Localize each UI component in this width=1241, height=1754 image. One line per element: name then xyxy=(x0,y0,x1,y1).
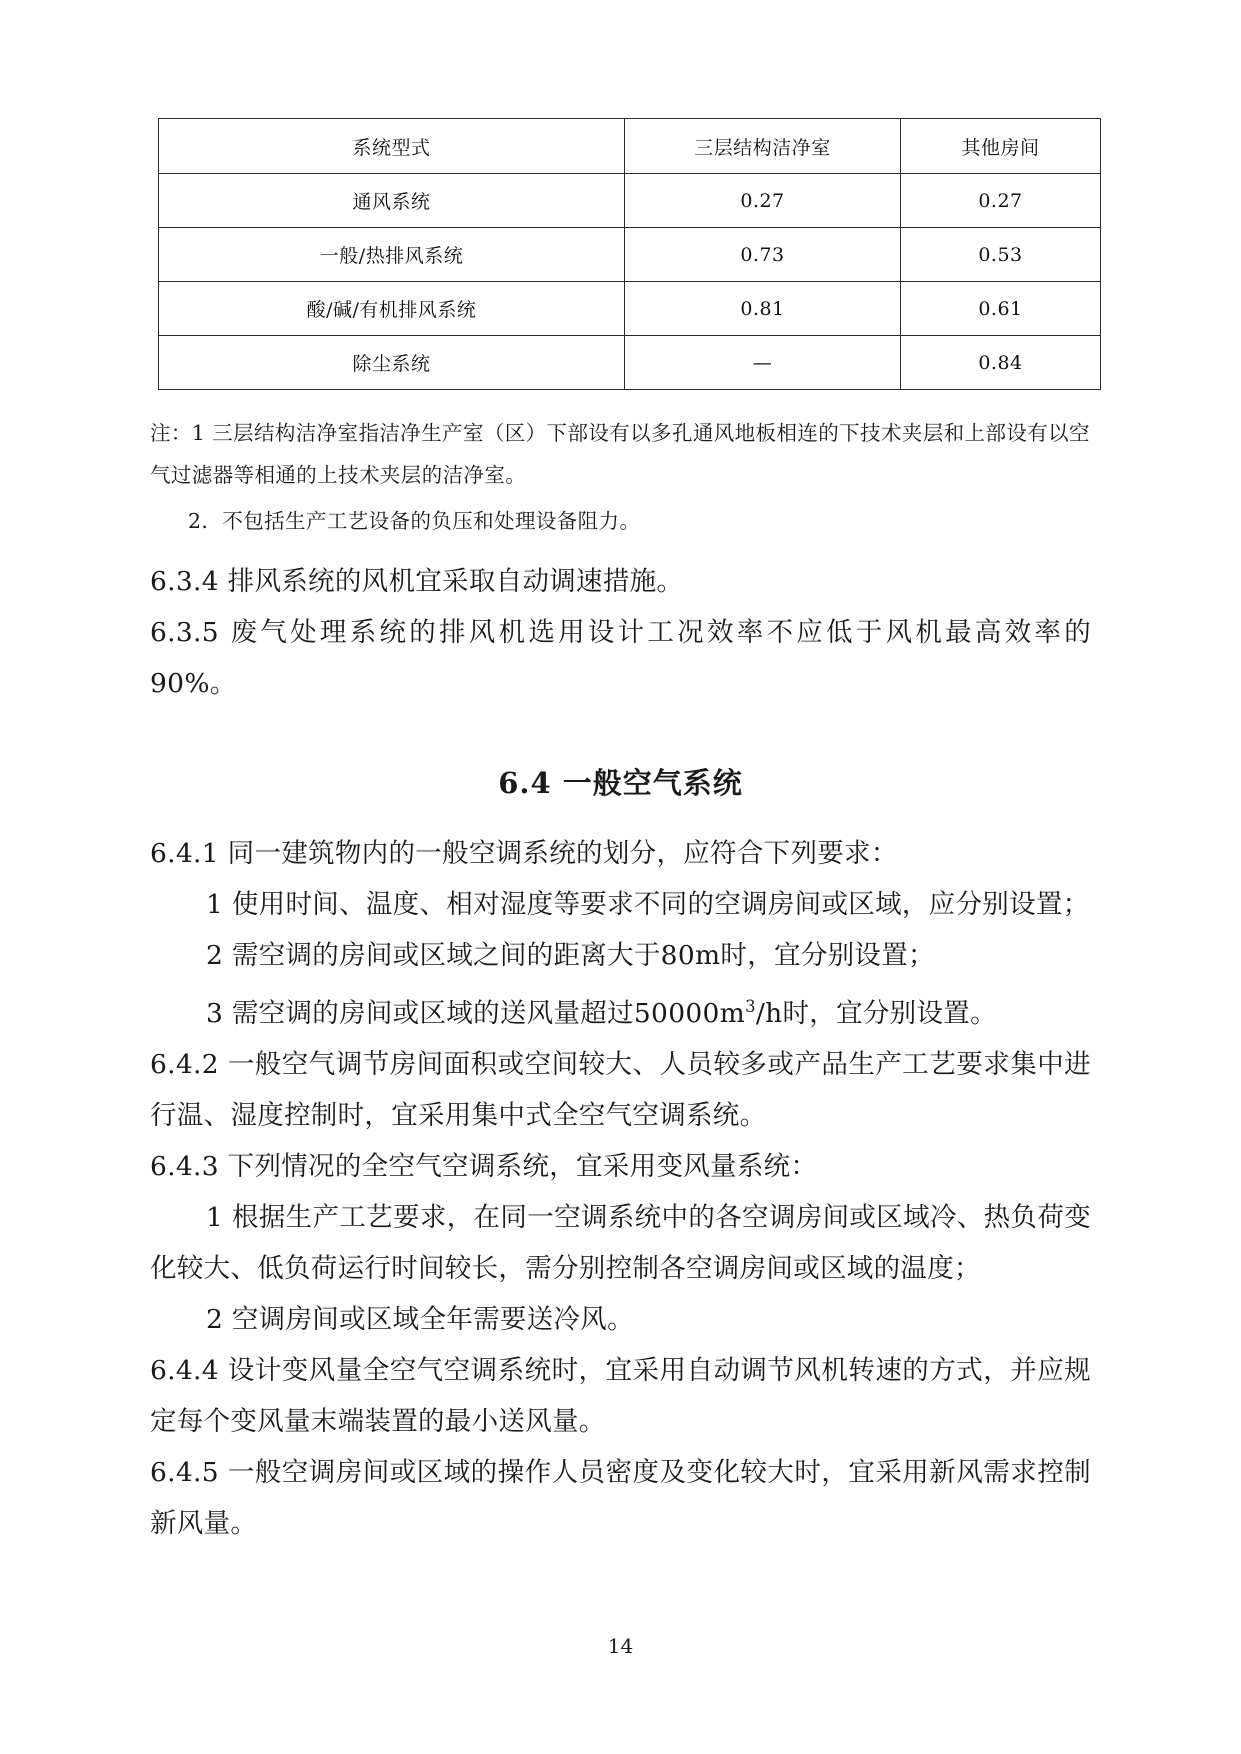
table-cell-system: 酸/碱/有机排风系统 xyxy=(159,282,625,336)
table-note-1: 注：1 三层结构洁净室指洁净生产室（区）下部设有以多孔通风地板相连的下技术夹层和上部设有以空气过滤器等相通的上技术夹层的洁净室。 xyxy=(150,421,1090,487)
clause-6-4-1-item-1: 1 使用时间、温度、相对湿度等要求不同的空调房间或区域，应分别设置； xyxy=(206,889,1090,920)
table-cell-cleanroom: — xyxy=(625,336,901,390)
table-cell-system: 一般/热排风系统 xyxy=(159,228,625,282)
section-heading-6-4: 6.4 一般空气系统 xyxy=(498,766,743,800)
clause-6-3-4: 6.3.4 排风系统的风机宜采取自动调速措施。 xyxy=(150,566,684,597)
page-number: 14 xyxy=(607,1634,634,1658)
table-cell-cleanroom: 0.73 xyxy=(625,228,901,282)
table-cell-system: 通风系统 xyxy=(159,174,625,228)
clause-6-4-1-item-3-pre: 3 需空调的房间或区域的送风量超过50000m xyxy=(206,997,746,1029)
table-header-cell-cleanroom: 三层结构洁净室 xyxy=(625,119,901,174)
clause-6-4-5: 6.4.5 一般空调房间或区域的操作人员密度及变化较大时，宜采用新风需求控制新风量。 xyxy=(150,1456,1091,1539)
table-row xyxy=(159,282,1101,336)
clause-6-4-1-item-2: 2 需空调的房间或区域之间的距离大于80m时，宜分别设置； xyxy=(206,940,935,971)
clause-6-4-3: 6.4.3 下列情况的全空气空调系统，宜采用变风量系统： xyxy=(150,1150,818,1182)
clause-6-4-3-item-1: 1 根据生产工艺要求，在同一空调系统中的各空调房间或区域冷、热负荷变化较大、低负荷运行时间较长，需分别控制各空调房间或区域的温度； xyxy=(150,1201,1091,1284)
table-cell-cleanroom: 0.81 xyxy=(625,282,901,336)
table-cell-other: 0.84 xyxy=(901,336,1101,390)
table-row xyxy=(159,228,1101,282)
table-cell-other: 0.53 xyxy=(901,228,1101,282)
clause-6-4-4: 6.4.4 设计变风量全空气空调系统时，宜采用自动调节风机转速的方式，并应规定每个变风量末端装置的最小送风量。 xyxy=(150,1354,1091,1437)
clause-6-4-2: 6.4.2 一般空气调节房间面积或空间较大、人员较多或产品生产工艺要求集中进行温、湿度控制时，宜采用集中式全空气空调系统。 xyxy=(150,1048,1091,1131)
clause-6-4-3-item-2: 2 空调房间或区域全年需要送冷风。 xyxy=(206,1303,634,1335)
ventilation-pressure-table xyxy=(158,118,1101,390)
cubic-meter-exponent: 3 xyxy=(745,997,756,1016)
table-cell-other: 0.61 xyxy=(901,282,1101,336)
table-header-cell-system: 系统型式 xyxy=(159,119,625,174)
table-row xyxy=(159,174,1101,228)
table-header-row xyxy=(159,119,1101,174)
table-cell-cleanroom: 0.27 xyxy=(625,174,901,228)
clause-6-4-1-item-3-post: /h时，宜分别设置。 xyxy=(755,997,997,1029)
clause-6-4-1-item-3 xyxy=(150,981,1091,1039)
table-header-cell-other: 其他房间 xyxy=(901,119,1101,174)
clause-6-3-5: 6.3.5 废气处理系统的排风机选用设计工况效率不应低于风机最高效率的90%。 xyxy=(150,617,1091,699)
table-cell-system: 除尘系统 xyxy=(159,336,625,390)
table-cell-other: 0.27 xyxy=(901,174,1101,228)
table-note-2: 2．不包括生产工艺设备的负压和处理设备阻力。 xyxy=(188,509,641,533)
table-row xyxy=(159,336,1101,390)
table-notes xyxy=(150,412,1091,542)
clause-6-4-1: 6.4.1 同一建筑物内的一般空调系统的划分，应符合下列要求： xyxy=(150,838,898,869)
